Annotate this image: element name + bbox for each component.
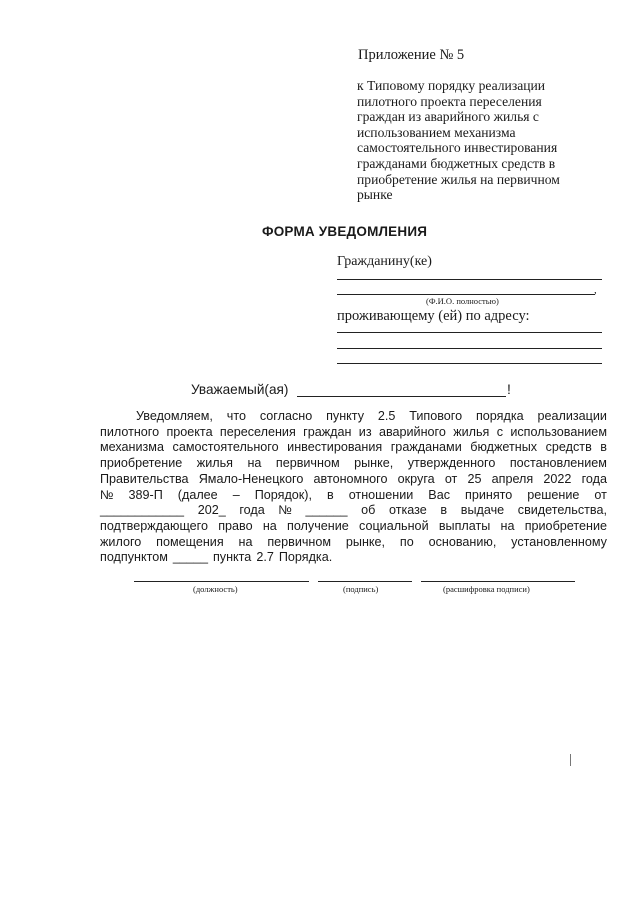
address-line-3	[337, 363, 602, 364]
position-line	[134, 581, 309, 582]
body-word: социальной	[359, 518, 429, 533]
body-word: по	[399, 534, 414, 549]
body-word: 202_	[197, 503, 226, 518]
notification-body	[100, 409, 607, 566]
body-word: право	[218, 518, 253, 533]
body-word: в	[600, 440, 607, 455]
body-word: 2.5	[377, 409, 396, 423]
appendix-line: граждан из аварийного жилья с	[357, 109, 539, 125]
body-word: 389-П	[128, 487, 163, 502]
greeting-name-line	[297, 396, 506, 397]
body-word: пункта	[212, 550, 252, 565]
body-word: (далее	[177, 487, 218, 502]
body-word: рынке,	[345, 534, 386, 549]
body-word: Правительства	[100, 471, 189, 486]
body-word: года	[239, 503, 265, 518]
body-word: с	[496, 424, 504, 439]
body-line	[100, 409, 607, 425]
appendix-line: рынке	[357, 187, 393, 203]
recipient-name-line-2	[337, 294, 595, 295]
body-word: пункту	[326, 409, 365, 423]
appendix-title: Приложение № 5	[358, 47, 465, 63]
form-title: ФОРМА УВЕДОМЛЕНИЯ	[262, 224, 428, 239]
body-word: от	[444, 471, 458, 486]
body-word: приобретение	[100, 456, 183, 471]
greeting-exclamation: !	[507, 381, 511, 397]
body-word: постановлением	[509, 456, 607, 471]
recipient-name-line-1	[337, 279, 602, 280]
body-word: на	[238, 534, 253, 549]
scan-margin-mark	[570, 754, 571, 766]
body-word: решение	[527, 487, 580, 502]
body-word: автономного	[313, 471, 388, 486]
body-word: согласно	[259, 409, 313, 423]
body-word: порядка	[475, 409, 524, 423]
body-line	[100, 519, 607, 535]
body-word: жилья	[196, 456, 233, 471]
address-line-1	[337, 332, 602, 333]
body-word: №	[278, 503, 292, 518]
comma-mark: ,	[594, 284, 597, 296]
body-word: установленному	[511, 534, 607, 549]
body-word: помещения	[156, 534, 224, 549]
body-word: Вас	[428, 487, 450, 502]
body-word: жилья	[453, 424, 490, 439]
signature-caption: (подпись)	[343, 584, 379, 594]
body-line	[100, 456, 607, 472]
body-word: _____	[172, 550, 208, 565]
body-word: утвержденного	[407, 456, 496, 471]
body-word: апреля	[491, 471, 534, 486]
appendix-line: к Типовому порядку реализации	[357, 78, 546, 93]
body-line	[100, 472, 607, 488]
position-caption: (должность)	[193, 584, 238, 594]
decoding-line	[421, 581, 575, 582]
body-word: рынке,	[354, 456, 394, 471]
body-word: выдаче	[460, 503, 505, 518]
body-word: №	[100, 487, 114, 502]
body-word: 2022	[543, 471, 572, 486]
body-word: средств	[545, 440, 592, 455]
body-word: Порядка.	[278, 550, 333, 565]
recipient-label: Гражданину(ке)	[337, 254, 432, 269]
body-word: отношении	[348, 487, 414, 502]
body-word: в	[440, 503, 448, 518]
body-word: граждан	[303, 424, 352, 439]
body-word: ____________	[100, 503, 185, 518]
address-line-2	[337, 348, 602, 349]
body-word: округа	[397, 471, 435, 486]
body-word: из	[358, 424, 372, 439]
body-line	[100, 440, 607, 456]
appendix-reference	[357, 78, 597, 203]
body-word: проекта	[166, 424, 213, 439]
body-word: на	[500, 518, 515, 533]
body-word: свидетельства,	[517, 503, 607, 518]
body-word: механизма	[100, 440, 164, 455]
decoding-caption: (расшифровка подписи)	[443, 584, 530, 594]
body-word: гражданами	[390, 440, 462, 455]
body-word: отказе	[389, 503, 427, 518]
body-word: пилотного	[100, 424, 160, 439]
appendix-line: использованием механизма	[357, 124, 516, 140]
signature-line	[318, 581, 412, 582]
body-word: 2.7	[256, 550, 274, 565]
body-word: на	[262, 518, 277, 533]
address-label: проживающему (ей) по адресу:	[337, 308, 530, 324]
body-word: инвестирования	[287, 440, 383, 455]
body-word: что	[226, 409, 246, 423]
body-word: реализации	[537, 409, 607, 423]
body-word: бюджетных	[470, 440, 538, 455]
body-word: –	[232, 487, 240, 502]
body-word: получение	[287, 518, 349, 533]
body-word: Порядок),	[254, 487, 312, 502]
fio-caption: (Ф.И.О. полностью)	[426, 296, 499, 306]
body-line	[100, 488, 607, 504]
body-word: самостоятельного	[172, 440, 279, 455]
body-word: первичном	[275, 456, 340, 471]
body-word: выплаты	[438, 518, 491, 533]
appendix-line: пилотного проекта переселения	[357, 93, 542, 109]
body-word: об	[361, 503, 376, 518]
body-word: приобретение	[524, 518, 607, 533]
body-line	[100, 503, 607, 519]
appendix-line: самостоятельного инвестирования	[357, 140, 558, 156]
body-word: от	[594, 487, 607, 502]
body-word: в	[327, 487, 334, 502]
body-word: подпунктом	[100, 550, 168, 565]
greeting-label: Уважаемый(ая)	[191, 382, 289, 397]
body-line	[100, 550, 607, 566]
body-word: ______	[305, 503, 348, 518]
body-word: 25	[467, 471, 482, 486]
body-word: использованием	[510, 424, 607, 439]
body-word: года	[581, 471, 607, 486]
body-line	[100, 425, 607, 441]
body-word: первичном	[267, 534, 332, 549]
body-word: переселения	[219, 424, 296, 439]
body-word: принято	[465, 487, 513, 502]
body-word: основанию,	[428, 534, 497, 549]
body-line	[100, 535, 607, 551]
appendix-line: приобретение жилья на первичном	[357, 171, 560, 187]
body-word: Ямало-Ненецкого	[198, 471, 304, 486]
body-word: Уведомляем,	[136, 409, 213, 423]
appendix-line: гражданами бюджетных средств в	[357, 155, 556, 171]
body-word: жилого	[100, 534, 142, 549]
body-word: на	[247, 456, 262, 471]
body-word: подтверждающего	[100, 518, 208, 533]
body-word: аварийного	[378, 424, 446, 439]
body-word: Типового	[409, 409, 463, 423]
